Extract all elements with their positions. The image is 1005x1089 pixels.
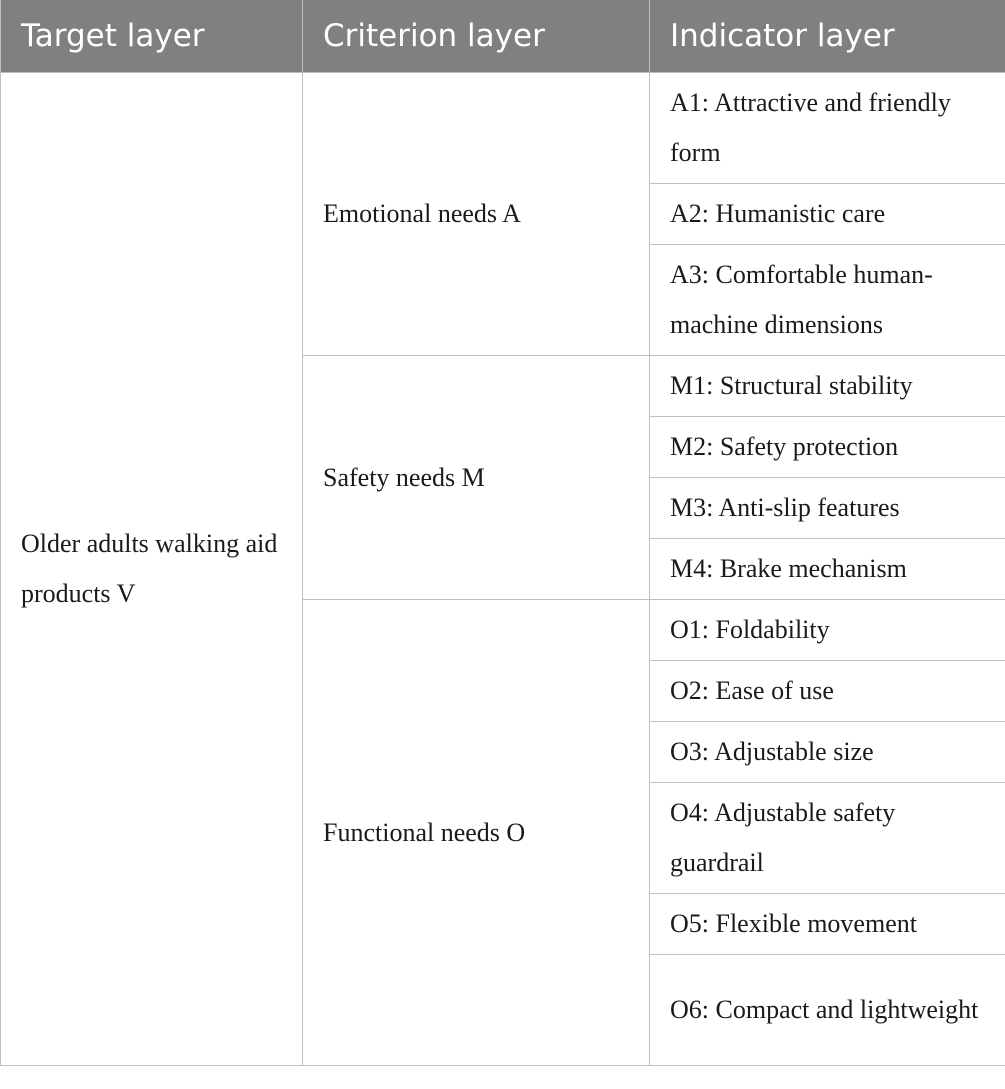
header-criterion-layer: Criterion layer — [303, 0, 650, 73]
indicator-cell: O5: Flexible movement — [650, 894, 1005, 955]
indicator-cell: O3: Adjustable size — [650, 722, 1005, 783]
indicator-cell: O6: Compact and lightweight — [650, 955, 1005, 1066]
criterion-cell: Emotional needs A — [303, 73, 650, 356]
table-row — [1, 73, 1005, 184]
indicator-cell: M3: Anti-slip features — [650, 478, 1005, 539]
header-row — [1, 0, 1005, 73]
target-cell: Older adults walking aid products V — [1, 73, 303, 1066]
indicator-cell: O4: Adjustable safety guardrail — [650, 783, 1005, 894]
indicator-cell: A3: Comfortable human-machine dimensions — [650, 245, 1005, 356]
header-indicator-layer: Indicator layer — [650, 0, 1005, 73]
indicator-cell: M2: Safety protection — [650, 417, 1005, 478]
header-target-layer: Target layer — [1, 0, 303, 73]
indicator-cell: A2: Humanistic care — [650, 184, 1005, 245]
indicator-cell: O1: Foldability — [650, 600, 1005, 661]
indicator-cell: M4: Brake mechanism — [650, 539, 1005, 600]
criterion-cell: Functional needs O — [303, 600, 650, 1066]
indicator-cell: M1: Structural stability — [650, 356, 1005, 417]
criterion-cell: Safety needs M — [303, 356, 650, 600]
indicator-cell: A1: Attractive and friendly form — [650, 73, 1005, 184]
indicator-cell: O2: Ease of use — [650, 661, 1005, 722]
